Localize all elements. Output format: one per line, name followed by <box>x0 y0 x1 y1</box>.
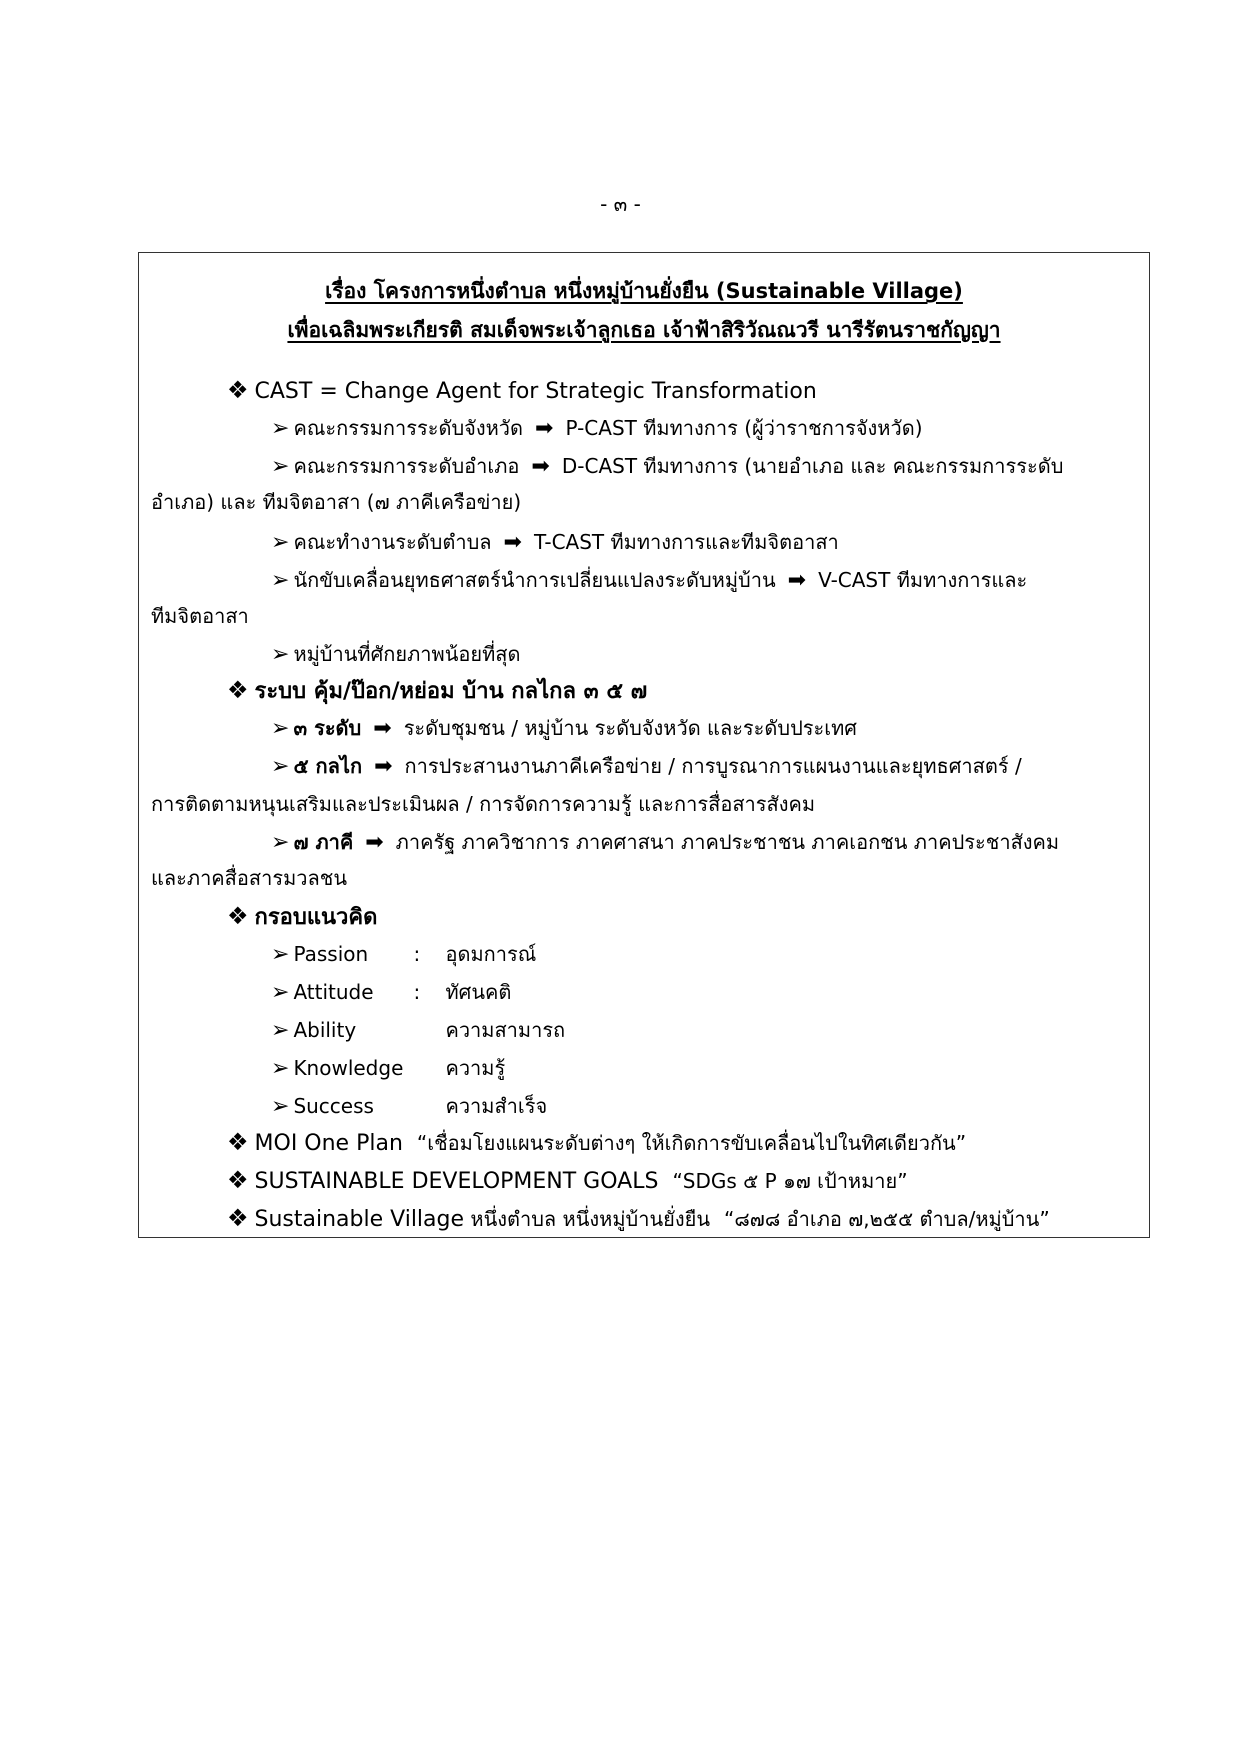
system-item-mechanisms: ➢ ๕ กลไก ➡ การประสานงานภาคีเครือข่าย / การบูรณาการแผนงานและยุทธศาสตร์ / <box>271 754 1022 779</box>
cast-heading: ❖ CAST = Change Agent for Strategic Transformation <box>227 376 817 404</box>
cast-item-village-cont: ทีมจิตอาสา <box>151 604 249 628</box>
cast-item-district-cont: อำเภอ) และ ทีมจิตอาสา (๗ ภาคีเครือข่าย) <box>151 490 522 514</box>
diamond-bullet-icon: ❖ <box>227 902 249 930</box>
system-item-partners-cont: และภาคสื่อสารมวลชน <box>151 866 347 890</box>
system-item-mechanisms-cont: การติดตามหนุนเสริมและประเมินผล / การจัดการความรู้ และการสื่อสารสังคม <box>151 792 816 816</box>
diamond-bullet-icon: ❖ <box>227 1204 249 1232</box>
triangle-bullet-icon: ➢ <box>271 1018 290 1043</box>
diamond-bullet-icon: ❖ <box>227 676 249 704</box>
triangle-bullet-icon: ➢ <box>271 416 290 441</box>
framework-item: ➢ Ability ความสามารถ <box>271 1018 566 1043</box>
triangle-bullet-icon: ➢ <box>271 830 290 855</box>
arrow-icon: ➡ <box>531 454 550 479</box>
triangle-bullet-icon: ➢ <box>271 942 290 967</box>
diamond-bullet-icon: ❖ <box>227 1166 249 1194</box>
arrow-icon: ➡ <box>787 568 807 593</box>
triangle-bullet-icon: ➢ <box>271 754 290 779</box>
title-line-2: เพื่อเฉลิมพระเกียรติ สมเด็จพระเจ้าลูกเธอ เจ้าฟ้าสิริวัณณวรี นารีรัตนราชกัญญา <box>287 318 1001 342</box>
title-line-1: เรื่อง โครงการหนึ่งตำบล หนึ่งหมู่บ้านยั่งยืน (Sustainable Village) <box>325 279 963 303</box>
diamond-bullet-icon: ❖ <box>227 376 249 404</box>
cast-item-provincial: ➢ คณะกรรมการระดับจังหวัด ➡ P-CAST ทีมทางการ (ผู้ว่าราชการจังหวัด) <box>271 416 923 441</box>
framework-item: ➢ Success ความสำเร็จ <box>271 1094 548 1119</box>
triangle-bullet-icon: ➢ <box>271 1056 290 1081</box>
cast-item-village: ➢ นักขับเคลื่อนยุทธศาสตร์นำการเปลี่ยนแปลงระดับหมู่บ้าน ➡ V-CAST ทีมทางการและ <box>271 568 1028 593</box>
framework-heading: ❖ กรอบแนวคิด <box>227 902 378 930</box>
arrow-icon: ➡ <box>373 716 392 741</box>
system-item-partners: ➢ ๗ ภาคี ➡ ภาครัฐ ภาควิชาการ ภาคศาสนา ภาคประชาชน ภาคเอกชน ภาคประชาสังคม <box>271 830 1060 855</box>
sustainable-village-line: ❖ Sustainable Village หนึ่งตำบล หนึ่งหมู่บ้านยั่งยืน “๘๗๘ อำเภอ ๗,๒๕๕ ตำบล/หมู่บ้าน” <box>227 1204 1050 1232</box>
framework-item: ➢ Knowledge ความรู้ <box>271 1056 506 1081</box>
arrow-icon: ➡ <box>374 754 393 779</box>
cast-item-subdistrict: ➢ คณะทำงานระดับตำบล ➡ T-CAST ทีมทางการและทีมจิตอาสา <box>271 530 839 555</box>
cast-item-least-potential: ➢ หมู่บ้านที่ศักยภาพน้อยที่สุด <box>271 642 521 667</box>
diamond-bullet-icon: ❖ <box>227 1128 249 1156</box>
page-number: - ๓ - <box>600 192 641 216</box>
framework-item: ➢ Passion : อุดมการณ์ <box>271 942 537 967</box>
triangle-bullet-icon: ➢ <box>271 642 290 667</box>
system-heading: ❖ ระบบ คุ้ม/ป๊อก/หย่อม บ้าน กลไกล ๓ ๕ ๗ <box>227 676 648 704</box>
arrow-icon: ➡ <box>535 416 554 441</box>
sdg-line: ❖ SUSTAINABLE DEVELOPMENT GOALS “SDGs ๕ P ๑๗ เป้าหมาย” <box>227 1166 908 1194</box>
arrow-icon: ➡ <box>503 530 522 555</box>
arrow-icon: ➡ <box>365 830 384 855</box>
triangle-bullet-icon: ➢ <box>271 530 290 555</box>
triangle-bullet-icon: ➢ <box>271 568 290 593</box>
cast-item-district: ➢ คณะกรรมการระดับอำเภอ ➡ D-CAST ทีมทางการ (นายอำเภอ และ คณะกรรมการระดับ <box>271 454 1064 479</box>
triangle-bullet-icon: ➢ <box>271 980 290 1005</box>
triangle-bullet-icon: ➢ <box>271 454 290 479</box>
framework-item: ➢ Attitude : ทัศนคติ <box>271 980 512 1005</box>
moi-one-plan-line: ❖ MOI One Plan “เชื่อมโยงแผนระดับต่างๆ ให้เกิดการขับเคลื่อนไปในทิศเดียวกัน” <box>227 1128 967 1156</box>
triangle-bullet-icon: ➢ <box>271 1094 290 1119</box>
content-box <box>138 252 1150 1238</box>
triangle-bullet-icon: ➢ <box>271 716 290 741</box>
system-item-levels: ➢ ๓ ระดับ ➡ ระดับชุมชน / หมู่บ้าน ระดับจังหวัด และระดับประเทศ <box>271 716 857 741</box>
